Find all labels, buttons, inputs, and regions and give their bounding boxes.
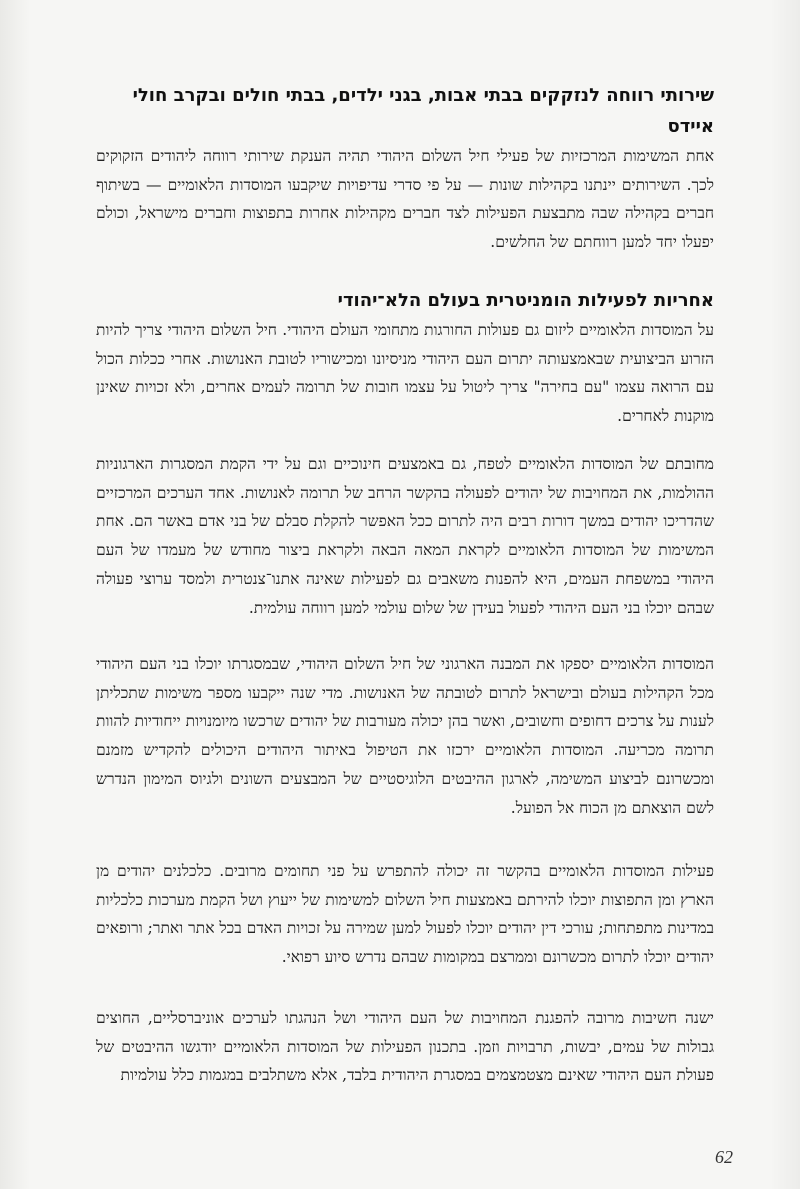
- paragraph-universal-values: ישנה חשיבות מרובה להפגנת המחויבות של העם היהודי ושל הנהגתו לערכים אוניברסליים, החוצים גבולות של עמים, יבשות, תרבויות וזמן. בתכנון הפעילות של המוסדות הלאומיים יודגשו ההיבטים של פעולת העם היהודי שאינם מצטמצמים במסגרת היהודית בלבד, אלא משתלבים במגמות כלל עולמיות: [96, 1009, 714, 1085]
- paragraph-national-institutions-duty: מחובתם של המוסדות הלאומיים לטפח, גם באמצעים חינוכיים וגם על ידי הקמת המסגרות הארגוניות ההולמות, את המחויבות של יהודים לפעולה בהקשר הרחב של תרומה לאנושות. אחד הערכים המרכזיים שהדריכו יהודים במשך דורות רבים היה לתרום ככל האפשר להקלת סבלם של בני אדם באשר הם. אחת המשימות של המוסדות הלאומיים לקראת המאה הבאה ולקראת ביצור מחודש של מעמדו של העם היהודי במשפחת העמים, היא להפנות משאבים גם לפעילות שאינה אתנו־צנטרית ולמסד ערוצי פעולה שבהם יוכלו בני העם היהודי לפעול בעידן של שלום עולמי למען רווחה עולמית.: [96, 455, 714, 617]
- paragraph-fields-of-activity: פעילות המוסדות הלאומיים בהקשר זה יכולה להתפרש על פני תחומים מרובים. כלכלנים יהודים מן הארץ ומן התפוצות יוכלו להירתם באמצעות חיל השלום למשימות של ייעוץ ושל הקמת מערכות כלכליות במדינות מתפתחות; עורכי דין יהודים יוכלו לפעול למען שמירה על זכויות האדם בכל אתר ואתר; ורופאים יהודים יוכלו לתרום מכשרונם וממרצם במקומות שבהם נדרש סיוע רפואי.: [96, 862, 714, 967]
- paragraph-organizational-structure: המוסדות הלאומיים יספקו את המבנה הארגוני של חיל השלום היהודי, שבמסגרתו יוכלו בני העם היהודי מכל הקהילות בעולם ובישראל לתרום לטובתה של האנושות. מדי שנה ייקבעו מספר משימות שתכליתן לענות על צרכים דחופים וחשובים, ואשר בהן יכולה מעורבות של יהודים שרכשו מיומנויות ייחודיות להוות תרומה מכריעה. המוסדות הלאומיים ירכזו את הטיפול באיתור היהודים היכולים להקדיש מזמנם ומכשרונם לביצוע המשימה, לארגון ההיבטים הלוגיסטיים של המבצעים השונים ולגיוס המימון הנדרש לשם הוצאתם מן הכוח אל הפועל.: [96, 655, 714, 817]
- paragraph-block-3: [96, 450, 714, 622]
- paragraph-block-5: [96, 857, 714, 972]
- section-heading-humanitarian: אחריות לפעילות הומניטרית בעולם הלא־יהודי: [337, 290, 714, 311]
- paragraph-block-4: [96, 650, 714, 822]
- paragraph-welfare: אחת המשימות המרכזיות של פעילי חיל השלום היהודי תהיה הענקת שירותי רווחה ליהודים הזקוקים לכך. השירותים יינתנו בקהילות שונות — על פי סדרי עדיפויות שיקבעו המוסדות הלאומיים — בשיתוף חברים בקהילה שבה מתבצעת הפעילות לצד חברים מקהילות אחרות בתפוצות וחברים מישראל, וכולם יפעלו יחד למען רווחתם של החלשים.: [96, 147, 714, 252]
- paragraph-humanitarian: על המוסדות הלאומיים ליזום גם פעולות החורגות מתחומי העולם היהודי. חיל השלום היהודי צריך להיות הזרוע הביצועית שבאמצעותה יתרום העם היהודי מניסיונו ומכישוריו לטובת האנושות. אחרי ככלות הכול עם הרואה עצמו "עם בחירה" צריך ליטול על עצמו חובות של תרומה לעמים אחרים, ולא זכויות שאינן מוקנות לאחרים.: [96, 321, 714, 426]
- paragraph-block-6: [96, 1004, 714, 1090]
- section-heading-welfare: שירותי רווחה לנזקקים בבתי אבות, בגני ילדים, בבתי חולים ובקרב חולי איידס: [132, 85, 714, 137]
- section-humanitarian-activity: [96, 285, 714, 431]
- section-welfare-services: [96, 80, 714, 257]
- page-number: 62: [715, 1147, 733, 1167]
